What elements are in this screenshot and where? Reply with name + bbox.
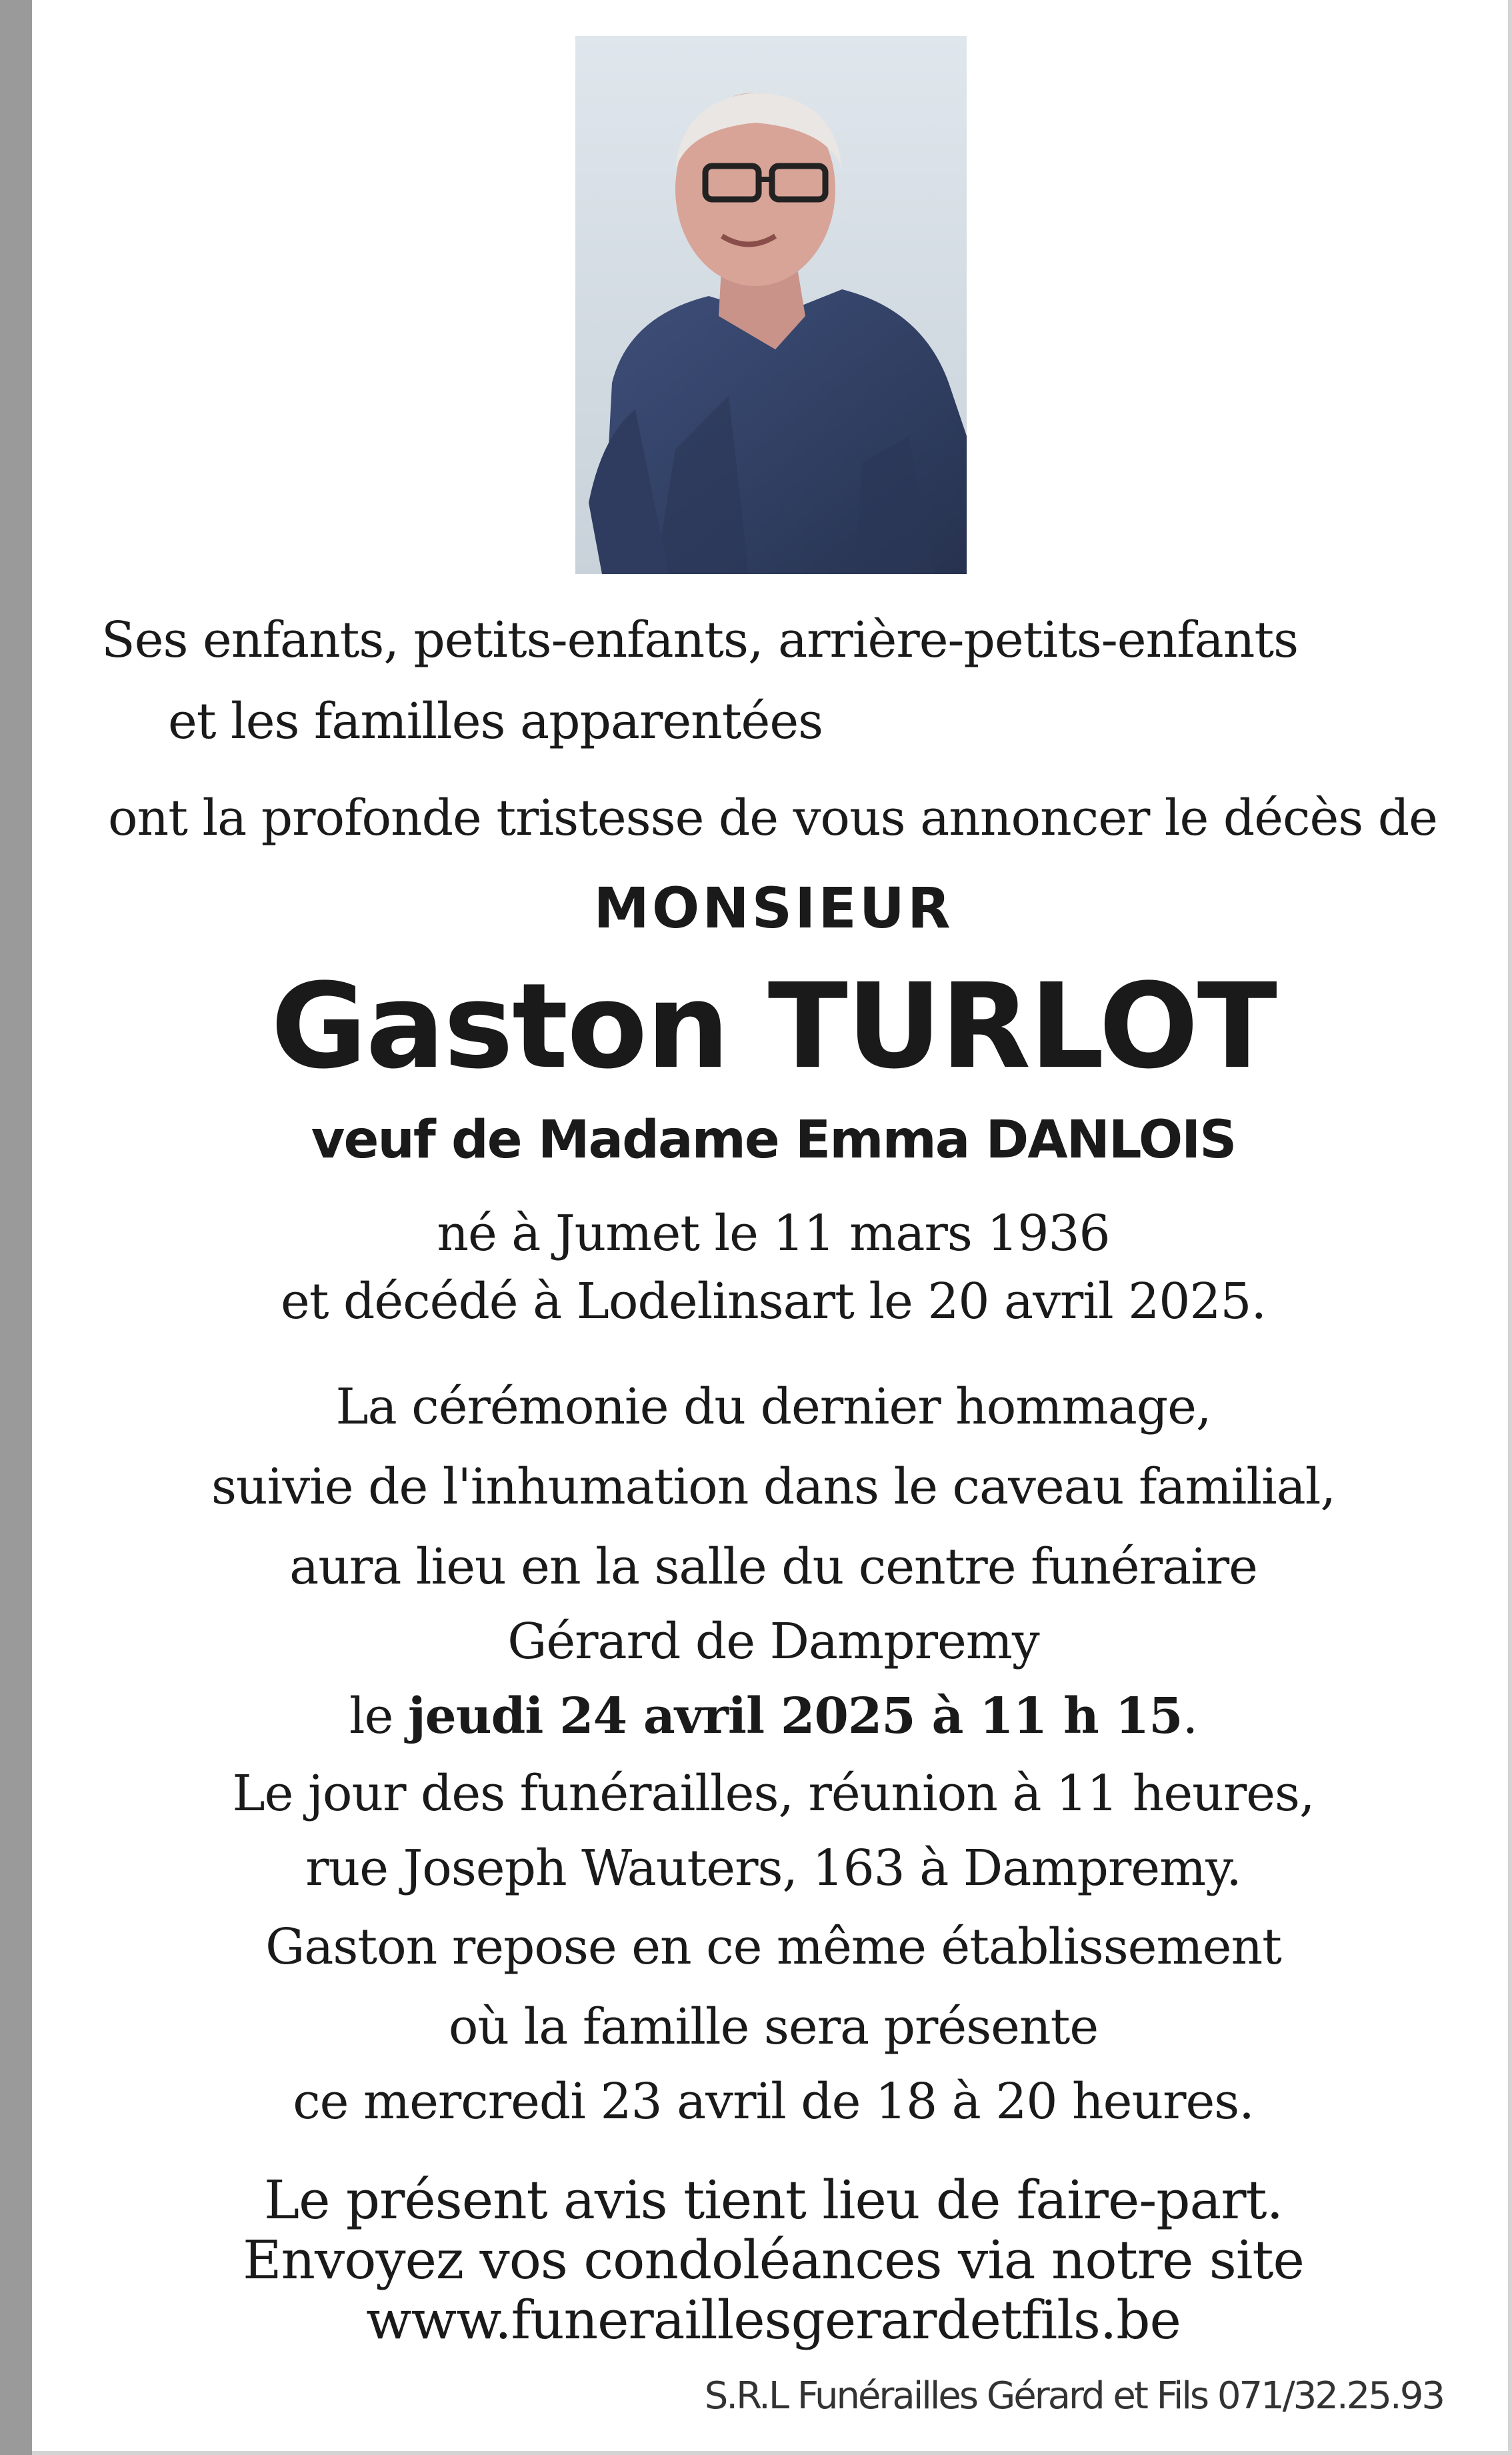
death-info: et décédé à Lodelinsart le 20 avril 2025. [280, 1273, 1267, 1330]
condolences-line: Envoyez vos condoléances via notre site [243, 2229, 1304, 2291]
rest-line-3: ce mercredi 23 avril de 18 à 20 heures. [293, 2073, 1254, 2130]
date-bold: jeudi 24 avril 2025 à 11 h 15 [407, 1688, 1183, 1745]
ceremony-line-3: aura lieu en la salle du centre funéraire [289, 1538, 1257, 1596]
ceremony-line-1: La cérémonie du dernier hommage, [335, 1378, 1211, 1436]
deceased-name: Gaston TURLOT [271, 958, 1276, 1095]
date-suffix: . [1182, 1688, 1198, 1745]
rest-line-2: où la famille sera présente [448, 1998, 1099, 2056]
notice-line: Le présent avis tient lieu de faire-part. [263, 2169, 1283, 2231]
intro-line-1: Ses enfants, petits-enfants, arrière-petits-enfants [101, 611, 1299, 669]
widow-of: veuf de Madame Emma DANLOIS [311, 1110, 1236, 1170]
date-prefix: le [349, 1688, 393, 1745]
intro-line-3: ont la profonde tristesse de vous annoncer le décès de [108, 789, 1437, 847]
website-link[interactable]: www.funeraillesgerardetfils.be [366, 2289, 1181, 2351]
ceremony-location: Gérard de Dampremy [507, 1613, 1039, 1670]
birth-info: né à Jumet le 11 mars 1936 [437, 1205, 1110, 1262]
right-border [1508, 0, 1512, 2455]
intro-line-2: et les familles apparentées [168, 693, 823, 750]
portrait-photo [575, 36, 967, 574]
deceased-title: MONSIEUR [593, 875, 953, 941]
ceremony-date [73, 1687, 1473, 1746]
meeting-line-2: rue Joseph Wauters, 163 à Dampremy. [305, 1840, 1241, 1897]
left-margin-bar [0, 0, 32, 2455]
company-info: S.R.L Funérailles Gérard et Fils 071/32.25.93 [704, 2374, 1443, 2418]
ceremony-line-2: suivie de l'inhumation dans le caveau familial, [211, 1458, 1335, 1516]
meeting-line-1: Le jour des funérailles, réunion à 11 heures, [232, 1765, 1315, 1822]
rest-line-1: Gaston repose en ce même établissement [265, 1918, 1281, 1976]
bottom-border [32, 2451, 1512, 2455]
